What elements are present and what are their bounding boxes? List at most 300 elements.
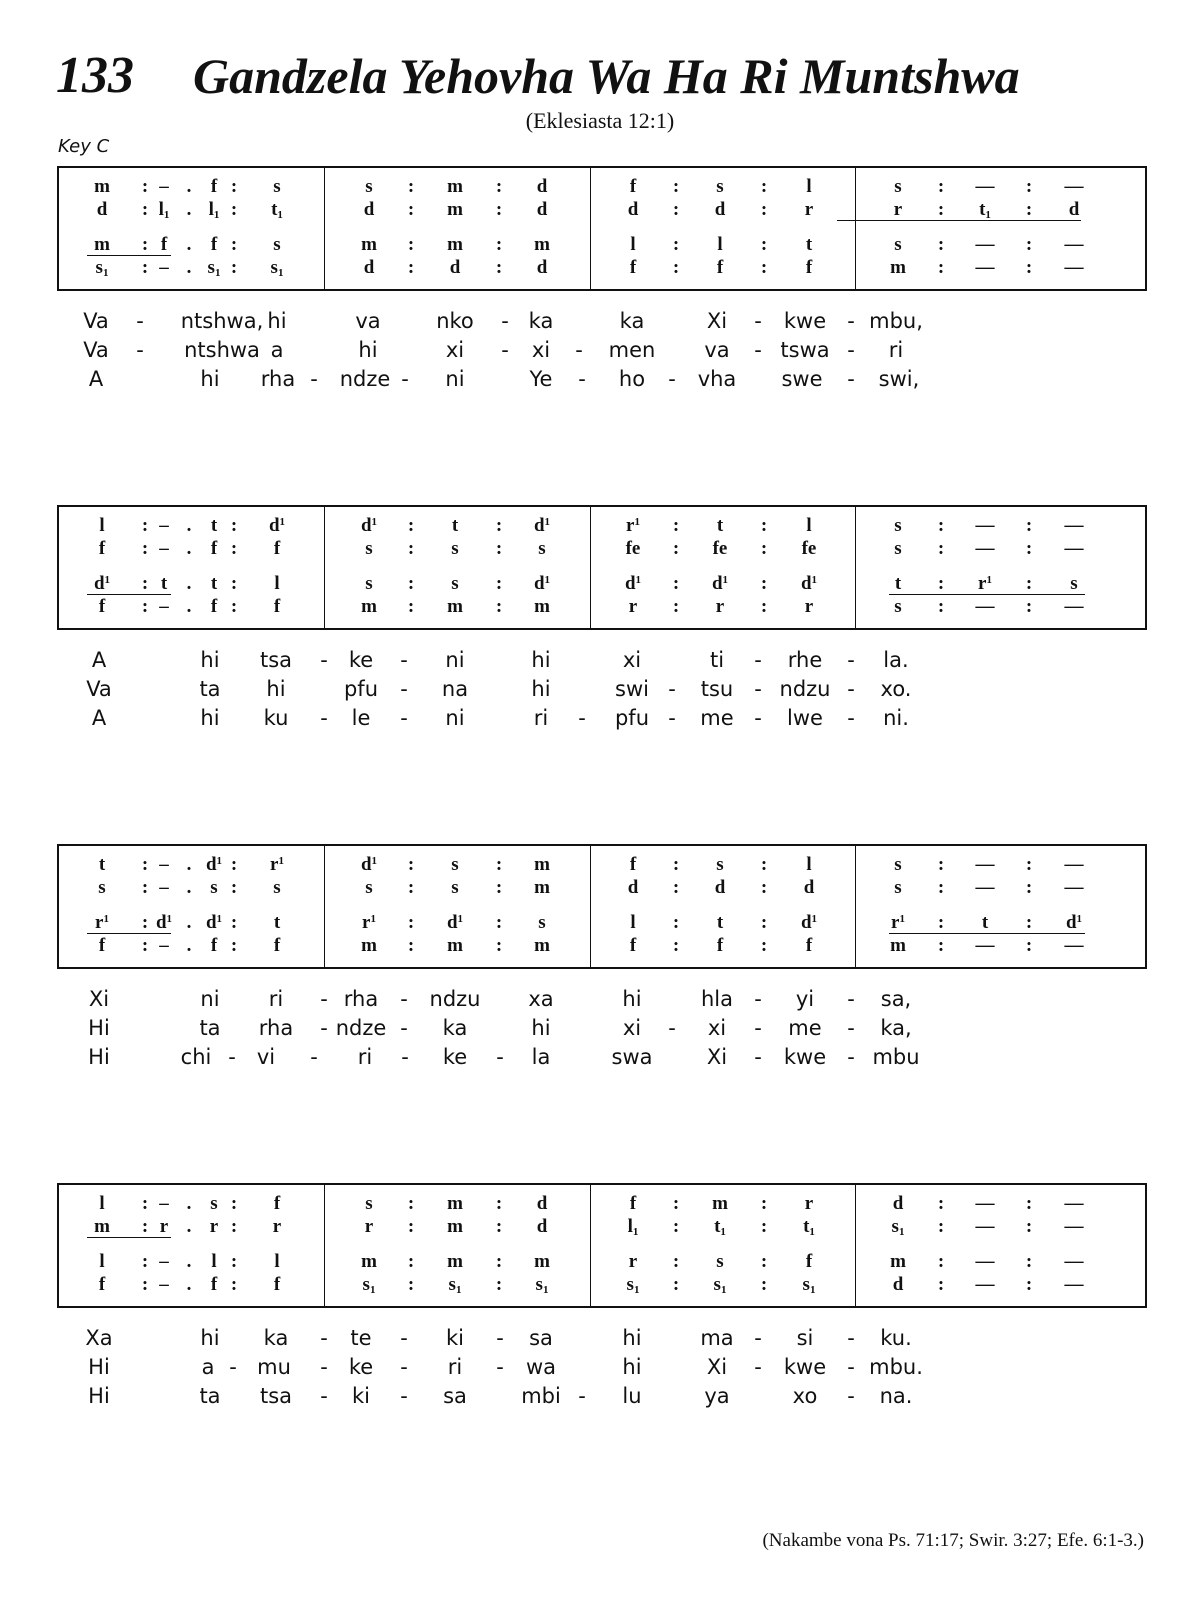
note-token: s xyxy=(894,515,902,536)
note-token: . xyxy=(186,854,192,875)
note-token: $s_1$ xyxy=(802,1274,816,1296)
lyric-syllable: na. xyxy=(879,1384,913,1408)
note-token: : xyxy=(141,1251,149,1272)
note-token: s xyxy=(451,538,459,559)
syllable-hyphen: - xyxy=(754,1045,762,1069)
note-token: : xyxy=(937,515,945,536)
note-token: : xyxy=(141,854,149,875)
voice-part-row xyxy=(59,257,1145,279)
lyric-line xyxy=(0,1353,1200,1382)
note-token: s xyxy=(365,573,373,594)
note-token: : xyxy=(141,877,149,898)
note-token: m xyxy=(447,199,463,220)
note-token: s xyxy=(273,176,281,197)
syllable-hyphen: - xyxy=(320,1384,328,1408)
note-token: : xyxy=(495,1251,503,1272)
syllable-hyphen: - xyxy=(501,338,509,362)
note-token: f xyxy=(98,538,106,559)
slur-underline xyxy=(889,933,1085,934)
note-token: $d^1$ xyxy=(93,573,111,594)
note-token: t xyxy=(716,515,724,536)
lyric-syllable: swi, xyxy=(878,367,920,391)
note-token: — xyxy=(975,538,995,559)
note-token: : xyxy=(141,912,149,933)
note-token: : xyxy=(495,877,503,898)
note-token: : xyxy=(495,538,503,559)
note-token: s xyxy=(716,1251,724,1272)
octave-mark: 1 xyxy=(216,855,223,867)
note-token: m xyxy=(361,234,377,255)
lyric-syllable: hi xyxy=(622,1326,642,1350)
note-token: $s_1$ xyxy=(626,1274,640,1296)
note-token: : xyxy=(1025,912,1033,933)
note-token: : xyxy=(141,573,149,594)
lyric-syllable: ma xyxy=(700,1326,734,1350)
note-token: r xyxy=(804,199,814,220)
note-token: $d^1$ xyxy=(205,854,223,875)
hymn-number: 133 xyxy=(56,47,134,104)
note-token: – xyxy=(159,877,169,898)
octave-mark: 1 xyxy=(455,1284,462,1296)
lyric-syllable: a xyxy=(270,338,284,362)
note-token: f xyxy=(98,1274,106,1295)
note-token: : xyxy=(141,1274,149,1295)
note-token: : xyxy=(230,234,238,255)
lyric-syllable: Xi xyxy=(706,1045,728,1069)
note-token: r xyxy=(628,596,638,617)
note-token: f xyxy=(805,935,813,956)
note-token: t xyxy=(894,573,902,594)
syllable-hyphen: - xyxy=(668,706,676,730)
note-token: : xyxy=(1025,1274,1033,1295)
note-token: : xyxy=(672,912,680,933)
octave-mark: 1 xyxy=(986,574,992,586)
lyric-syllable: ni xyxy=(445,367,465,391)
note-token: s xyxy=(894,176,902,197)
note-token: : xyxy=(230,176,238,197)
note-token: — xyxy=(975,877,995,898)
lyric-syllable: Hi xyxy=(88,1355,110,1379)
lyric-syllable: lwe xyxy=(787,706,823,730)
octave-mark: 1 xyxy=(811,913,818,925)
note-token: : xyxy=(407,515,415,536)
note-token: $r^1$ xyxy=(95,912,109,933)
syllable-hyphen: - xyxy=(847,648,855,672)
note-token: f xyxy=(629,257,637,278)
syllable-hyphen: - xyxy=(847,1384,855,1408)
note-token: m xyxy=(447,935,463,956)
note-token: : xyxy=(1025,176,1033,197)
lyric-syllable: A xyxy=(91,648,107,672)
note-token: – xyxy=(159,854,169,875)
note-token: : xyxy=(407,596,415,617)
note-token: f xyxy=(716,935,724,956)
lyric-syllable: me xyxy=(788,1016,822,1040)
note-token: : xyxy=(230,1251,238,1272)
lyric-syllable: si xyxy=(796,1326,814,1350)
octave-mark: 1 xyxy=(214,267,221,279)
note-token: m xyxy=(534,234,550,255)
note-token: : xyxy=(230,854,238,875)
octave-mark: 1 xyxy=(213,209,220,221)
lyric-syllable: men xyxy=(608,338,656,362)
note-token: : xyxy=(672,573,680,594)
lyric-syllable: ri xyxy=(533,706,549,730)
note-token: $d^1$ xyxy=(268,515,286,536)
note-token: m xyxy=(94,176,110,197)
note-token: : xyxy=(407,176,415,197)
note-token: : xyxy=(672,515,680,536)
note-token: — xyxy=(1064,257,1084,278)
note-token: m xyxy=(94,1216,110,1237)
note-token: f xyxy=(98,596,106,617)
note-token: s xyxy=(716,176,724,197)
note-token: $l_1$ xyxy=(627,1216,639,1238)
syllable-hyphen: - xyxy=(754,1016,762,1040)
note-token: $r^1$ xyxy=(978,573,992,594)
lyric-line xyxy=(0,307,1200,336)
note-token: f xyxy=(210,596,218,617)
note-token: : xyxy=(141,234,149,255)
lyric-syllable: mbi xyxy=(521,1384,561,1408)
note-token: m xyxy=(890,935,906,956)
voice-part-row xyxy=(59,573,1145,595)
syllable-hyphen: - xyxy=(310,367,318,391)
note-token: — xyxy=(1064,538,1084,559)
note-token: s xyxy=(365,1193,373,1214)
lyric-line xyxy=(0,704,1200,733)
note-token: d xyxy=(803,877,815,898)
lyric-syllable: hi xyxy=(200,367,220,391)
syllable-hyphen: - xyxy=(847,1355,855,1379)
note-token: . xyxy=(186,1274,192,1295)
note-token: d xyxy=(714,199,726,220)
note-token: — xyxy=(1064,935,1084,956)
lyric-syllable: Xa xyxy=(85,1326,113,1350)
syllable-hyphen: - xyxy=(400,1355,408,1379)
note-token: : xyxy=(230,877,238,898)
note-token: s xyxy=(98,877,106,898)
note-token: l xyxy=(806,515,812,536)
lyric-syllable: ke xyxy=(348,1355,374,1379)
lyric-syllable: hi xyxy=(622,1355,642,1379)
note-token: s xyxy=(210,1193,218,1214)
syllable-hyphen: - xyxy=(136,309,144,333)
slur-underline xyxy=(87,1237,171,1238)
syllable-hyphen: - xyxy=(401,1045,409,1069)
lyric-syllable: ntshwa xyxy=(184,338,260,362)
note-token: : xyxy=(407,877,415,898)
lyric-syllable: hi xyxy=(200,706,220,730)
note-token: : xyxy=(937,234,945,255)
note-token: l xyxy=(274,1251,280,1272)
note-token: : xyxy=(937,199,945,220)
note-token: : xyxy=(495,912,503,933)
slur-underline xyxy=(87,594,171,595)
syllable-hyphen: - xyxy=(754,706,762,730)
note-token: . xyxy=(186,935,192,956)
note-token: l xyxy=(630,912,636,933)
lyric-syllable: yi xyxy=(795,987,815,1011)
slur-underline xyxy=(87,255,171,256)
note-token: : xyxy=(672,596,680,617)
note-token: t xyxy=(716,912,724,933)
octave-mark: 1 xyxy=(811,574,818,586)
syllable-hyphen: - xyxy=(847,1326,855,1350)
lyric-syllable: hi xyxy=(358,338,378,362)
note-token: t xyxy=(451,515,459,536)
note-token: m xyxy=(534,877,550,898)
note-token: — xyxy=(975,596,995,617)
note-token: r xyxy=(159,1216,169,1237)
note-token: m xyxy=(447,1216,463,1237)
note-token: . xyxy=(186,234,192,255)
note-token: d xyxy=(449,257,461,278)
lyric-syllable: mbu, xyxy=(869,309,923,333)
note-token: t xyxy=(210,573,218,594)
note-token: t xyxy=(273,912,281,933)
note-token: $d^1$ xyxy=(155,912,173,933)
note-token: t xyxy=(160,573,168,594)
lyric-syllable: xa xyxy=(528,987,554,1011)
voice-part-row xyxy=(59,596,1145,618)
slur-underline xyxy=(837,220,1081,221)
note-token: s xyxy=(894,854,902,875)
octave-mark: 1 xyxy=(279,516,286,528)
note-token: : xyxy=(760,596,768,617)
note-token: : xyxy=(1025,515,1033,536)
note-token: : xyxy=(495,176,503,197)
syllable-hyphen: - xyxy=(400,1016,408,1040)
note-token: . xyxy=(186,199,192,220)
note-token: $d^1$ xyxy=(205,912,223,933)
note-token: s xyxy=(451,573,459,594)
lyric-syllable: Va xyxy=(83,309,109,333)
lyric-syllable: Va xyxy=(83,338,109,362)
note-token: : xyxy=(1025,573,1033,594)
lyric-syllable: Xi xyxy=(706,1355,728,1379)
note-token: : xyxy=(760,176,768,197)
note-token: $r^1$ xyxy=(626,515,640,536)
syllable-hyphen: - xyxy=(401,367,409,391)
note-token: — xyxy=(1064,596,1084,617)
note-token: s xyxy=(451,877,459,898)
voice-part-row xyxy=(59,912,1145,934)
note-token: : xyxy=(141,935,149,956)
note-token: : xyxy=(937,1193,945,1214)
note-token: : xyxy=(937,573,945,594)
voice-part-row xyxy=(59,538,1145,560)
lyric-syllable: rhe xyxy=(787,648,823,672)
lyric-syllable: ka xyxy=(528,309,554,333)
note-token: — xyxy=(975,854,995,875)
note-token: — xyxy=(975,1193,995,1214)
note-token: : xyxy=(495,199,503,220)
octave-mark: 1 xyxy=(634,516,640,528)
note-token: f xyxy=(805,257,813,278)
note-token: : xyxy=(760,1274,768,1295)
syllable-hyphen: - xyxy=(496,1045,504,1069)
lyric-syllable: te xyxy=(350,1326,372,1350)
lyric-syllable: ndze xyxy=(335,1016,387,1040)
note-token: $l_1$ xyxy=(158,199,170,221)
note-token: r xyxy=(209,1216,219,1237)
note-token: : xyxy=(407,538,415,559)
lyric-syllable: swi xyxy=(615,677,649,701)
voice-part-row xyxy=(59,935,1145,957)
note-token: s xyxy=(365,877,373,898)
note-token: : xyxy=(937,1251,945,1272)
lyric-syllable: kwe xyxy=(783,1355,827,1379)
score-system xyxy=(57,166,1147,291)
octave-mark: 1 xyxy=(104,574,111,586)
note-token: – xyxy=(159,176,169,197)
note-token: $t_1$ xyxy=(714,1216,726,1238)
note-token: l xyxy=(717,234,723,255)
syllable-hyphen: - xyxy=(229,1355,237,1379)
note-token: : xyxy=(407,1274,415,1295)
scripture-reference: (Eklesiasta 12:1) xyxy=(525,108,675,133)
syllable-hyphen: - xyxy=(754,648,762,672)
note-token: $r^1$ xyxy=(362,912,376,933)
octave-mark: 1 xyxy=(544,516,551,528)
lyric-syllable: Xi xyxy=(88,987,110,1011)
note-token: m xyxy=(361,1251,377,1272)
note-token: d xyxy=(363,257,375,278)
note-token: s xyxy=(538,912,546,933)
note-token: s xyxy=(894,538,902,559)
syllable-hyphen: - xyxy=(578,706,586,730)
voice-part-row xyxy=(59,234,1145,256)
note-token: t xyxy=(210,515,218,536)
lyric-syllable: hi xyxy=(266,677,286,701)
note-token: l xyxy=(99,1193,105,1214)
note-token: — xyxy=(975,515,995,536)
note-token: : xyxy=(672,1251,680,1272)
note-token: : xyxy=(760,515,768,536)
lyric-syllable: ri xyxy=(888,338,904,362)
note-token: — xyxy=(1064,515,1084,536)
note-token: t xyxy=(981,912,989,933)
lyric-syllable: ka xyxy=(442,1016,468,1040)
note-token: m xyxy=(447,1251,463,1272)
lyric-syllable: ke xyxy=(348,648,374,672)
note-token: : xyxy=(937,877,945,898)
note-token: : xyxy=(141,538,149,559)
note-token: $s_1$ xyxy=(535,1274,549,1296)
note-token: f xyxy=(273,538,281,559)
note-token: : xyxy=(1025,257,1033,278)
note-token: : xyxy=(672,854,680,875)
note-token: : xyxy=(760,912,768,933)
lyric-syllable: le xyxy=(351,706,371,730)
note-token: $s_1$ xyxy=(95,257,109,279)
lyric-syllable: Hi xyxy=(88,1384,110,1408)
lyric-syllable: sa, xyxy=(880,987,912,1011)
octave-mark: 1 xyxy=(163,209,170,221)
syllable-hyphen: - xyxy=(847,706,855,730)
lyric-syllable: swa xyxy=(611,1045,653,1069)
note-token: : xyxy=(1025,199,1033,220)
note-token: $l_1$ xyxy=(208,199,220,221)
note-token: fe xyxy=(625,538,641,559)
lyric-line xyxy=(0,336,1200,365)
note-token: – xyxy=(159,935,169,956)
note-token: f xyxy=(160,234,168,255)
note-token: $d^1$ xyxy=(1065,912,1083,933)
lyric-syllable: xi xyxy=(622,1016,642,1040)
lyric-syllable: chi xyxy=(180,1045,212,1069)
note-token: : xyxy=(495,1193,503,1214)
lyric-syllable: ni xyxy=(445,648,465,672)
note-token: $s_1$ xyxy=(207,257,221,279)
note-token: : xyxy=(672,176,680,197)
lyric-syllable: tsa xyxy=(259,1384,293,1408)
octave-mark: 1 xyxy=(166,913,173,925)
lyric-syllable: Hi xyxy=(88,1016,110,1040)
note-token: : xyxy=(495,935,503,956)
note-token: : xyxy=(672,199,680,220)
note-token: f xyxy=(805,1251,813,1272)
syllable-hyphen: - xyxy=(400,1326,408,1350)
note-token: $d^1$ xyxy=(800,912,818,933)
note-token: m xyxy=(890,1251,906,1272)
lyric-line xyxy=(0,1324,1200,1353)
octave-mark: 1 xyxy=(369,1284,376,1296)
lyric-syllable: ni xyxy=(200,987,220,1011)
score-system xyxy=(57,844,1147,969)
octave-mark: 1 xyxy=(102,267,109,279)
note-token: : xyxy=(230,1216,238,1237)
note-token: : xyxy=(937,935,945,956)
octave-mark: 1 xyxy=(370,913,376,925)
lyric-syllable: tsu xyxy=(700,677,734,701)
note-token: : xyxy=(937,854,945,875)
note-token: . xyxy=(186,515,192,536)
note-token: : xyxy=(672,877,680,898)
note-token: : xyxy=(230,935,238,956)
syllable-hyphen: - xyxy=(228,1045,236,1069)
lyric-syllable: A xyxy=(91,706,107,730)
lyric-syllable: va xyxy=(355,309,381,333)
lyric-syllable: ndzu xyxy=(779,677,831,701)
hymn-title: Gandzela Yehovha Wa Ha Ri Muntshwa xyxy=(193,48,1020,104)
note-token: f xyxy=(210,176,218,197)
lyric-syllable: nko xyxy=(436,309,474,333)
lyric-syllable: ri xyxy=(447,1355,463,1379)
note-token: f xyxy=(210,935,218,956)
note-token: m xyxy=(94,234,110,255)
note-token: r xyxy=(893,199,903,220)
note-token: : xyxy=(1025,1251,1033,1272)
note-token: d xyxy=(536,1216,548,1237)
lyric-line xyxy=(0,675,1200,704)
note-token: : xyxy=(495,854,503,875)
note-token: $s_1$ xyxy=(448,1274,462,1296)
note-token: — xyxy=(1064,176,1084,197)
voice-part-row xyxy=(59,176,1145,198)
note-token: : xyxy=(407,912,415,933)
note-token: d xyxy=(1068,199,1080,220)
octave-mark: 1 xyxy=(720,1284,727,1296)
syllable-hyphen: - xyxy=(320,1016,328,1040)
note-token: : xyxy=(937,1216,945,1237)
lyric-syllable: va xyxy=(704,338,730,362)
slur-underline xyxy=(87,933,171,934)
note-token: . xyxy=(186,596,192,617)
note-token: : xyxy=(672,257,680,278)
lyric-syllable: sa xyxy=(529,1326,553,1350)
